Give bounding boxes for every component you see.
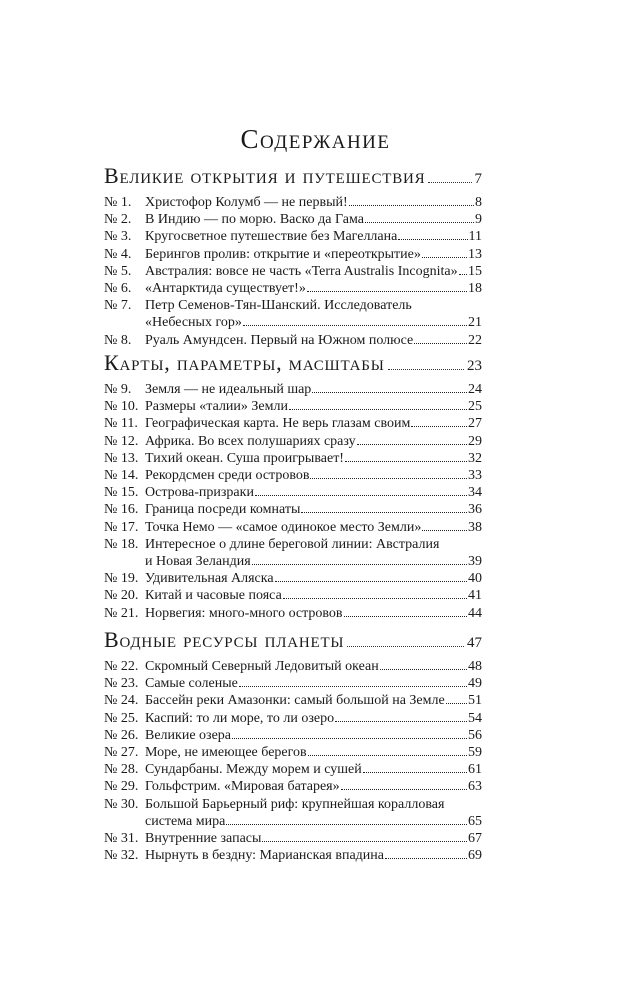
entry-page-number: 21 [468, 315, 482, 331]
entry-line [145, 744, 482, 761]
toc-entry[interactable] [104, 830, 482, 847]
toc-entry[interactable] [104, 194, 482, 211]
entry-line [145, 675, 482, 692]
entry-number: № 26. [104, 727, 139, 743]
entry-body [145, 332, 482, 349]
entry-number: № 7. [104, 298, 132, 314]
entry-number: № 12. [104, 433, 139, 449]
toc-entry[interactable] [104, 211, 482, 228]
entry-title: Внутренние запасы [145, 831, 262, 847]
entry-line [145, 314, 482, 331]
dot-leader [308, 755, 467, 756]
entry-title: Размеры «талии» Земли [145, 399, 288, 415]
entry-line [145, 246, 482, 263]
dot-leader [446, 703, 467, 704]
dot-leader [459, 274, 467, 275]
entry-title: Бассейн реки Амазонки: самый большой на Земле [145, 693, 445, 709]
entry-page-number: 15 [468, 263, 482, 279]
toc-section-maps [104, 348, 482, 622]
entry-number: № 31. [104, 831, 139, 847]
entry-line [145, 847, 482, 864]
entry-line [145, 587, 482, 604]
toc-entry[interactable] [104, 415, 482, 432]
entry-page-number: 18 [468, 281, 482, 297]
entry-line [145, 467, 482, 484]
entry-number: № 2. [104, 212, 132, 228]
entry-page-number: 8 [475, 195, 482, 210]
entry-line [145, 796, 482, 813]
dot-leader [232, 738, 467, 739]
entry-title: Гольфстрим. «Мировая батарея» [145, 779, 340, 795]
entry-body [145, 605, 482, 622]
entry-title: Удивительная Аляска [145, 571, 274, 587]
toc-entry[interactable] [104, 332, 482, 349]
entry-page-number: 54 [468, 710, 482, 726]
dot-leader [226, 824, 467, 825]
entry-number: № 27. [104, 745, 139, 761]
entry-number: № 23. [104, 676, 139, 692]
entry-title: «Небесных гор» [145, 315, 242, 331]
entry-body [145, 484, 482, 501]
entry-page-number: 44 [468, 605, 482, 621]
entry-line [145, 263, 482, 280]
entry-body [145, 778, 482, 795]
toc-entry[interactable] [104, 796, 482, 830]
section-page-number: 7 [474, 171, 482, 187]
toc-entry[interactable] [104, 847, 482, 864]
entry-body [145, 228, 482, 245]
dot-leader [347, 646, 464, 647]
entry-title: Земля — не идеальный шар [145, 382, 312, 397]
entry-line [145, 570, 482, 587]
entry-page-number: 11 [468, 229, 482, 245]
toc-entry[interactable] [104, 570, 482, 587]
toc-entry[interactable] [104, 675, 482, 692]
dot-leader [380, 669, 467, 670]
entry-line [145, 658, 482, 675]
entry-title: Большой Барьерный риф: крупнейшая коралловая [145, 796, 445, 812]
entry-number: № 11. [104, 416, 138, 432]
entry-body [145, 570, 482, 587]
entry-page-number: 29 [468, 433, 482, 449]
toc-entry[interactable] [104, 727, 482, 744]
dot-leader [428, 182, 471, 183]
entry-body [145, 587, 482, 604]
entry-body [145, 398, 482, 415]
toc-entry[interactable] [104, 484, 482, 501]
entry-title: Сундарбаны. Между морем и сушей [145, 762, 362, 778]
section-page-number: 23 [467, 358, 482, 374]
dot-leader [307, 291, 467, 292]
toc-entry[interactable] [104, 744, 482, 761]
entry-line [145, 519, 482, 536]
entry-body [145, 297, 482, 331]
dot-leader [422, 257, 467, 258]
entry-number: № 30. [104, 796, 139, 812]
entry-list [104, 658, 482, 864]
toc-entry[interactable] [104, 536, 482, 570]
entry-number: № 17. [104, 519, 139, 535]
entry-title: Каспий: то ли море, то ли озеро [145, 710, 335, 726]
entry-title: Берингов пролив: открытие и «переоткрытие» [145, 246, 421, 262]
dot-leader [349, 205, 474, 206]
entry-title: Австралия: вовсе не часть «Terra Australis Incognita» [145, 263, 458, 279]
entry-line [145, 211, 482, 228]
entry-page-number: 63 [468, 779, 482, 795]
dot-leader [262, 841, 467, 842]
entry-line [145, 450, 482, 467]
entry-line [145, 433, 482, 450]
entry-line [145, 710, 482, 727]
toc-entry[interactable] [104, 710, 482, 727]
entry-body [145, 194, 482, 211]
toc-entry[interactable] [104, 263, 482, 280]
dot-leader [345, 461, 467, 462]
dot-leader [301, 512, 467, 513]
section-header[interactable] [104, 625, 482, 655]
entry-number: № 10. [104, 399, 139, 415]
entry-page-number: 69 [468, 848, 482, 864]
entry-line [145, 280, 482, 297]
entry-page-number: 61 [468, 762, 482, 778]
toc-entry[interactable] [104, 433, 482, 450]
entry-line [145, 398, 482, 415]
entry-list [104, 381, 482, 622]
entry-line [145, 194, 482, 211]
entry-line [145, 605, 482, 622]
entry-body [145, 519, 482, 536]
entry-body [145, 450, 482, 467]
entry-body [145, 211, 482, 228]
toc-entry[interactable] [104, 450, 482, 467]
entry-line [145, 381, 482, 398]
entry-number: № 4. [104, 246, 132, 262]
entry-line [145, 228, 482, 245]
dot-leader [255, 495, 467, 496]
dot-leader [243, 325, 467, 326]
entry-body [145, 501, 482, 518]
entry-number: № 1. [104, 195, 132, 210]
entry-body [145, 381, 482, 398]
entry-page-number: 25 [468, 399, 482, 415]
section-page-number: 47 [467, 635, 482, 651]
section-header[interactable] [104, 161, 482, 191]
toc-entry[interactable] [104, 605, 482, 622]
entry-number: № 13. [104, 450, 139, 466]
toc-entry[interactable] [104, 467, 482, 484]
entry-body [145, 658, 482, 675]
entry-body [145, 710, 482, 727]
entry-line [145, 761, 482, 778]
entry-page-number: 40 [468, 571, 482, 587]
entry-line [145, 830, 482, 847]
entry-title: В Индию — по морю. Васко да Гама [145, 212, 364, 228]
toc-section-water [104, 625, 482, 864]
entry-number: № 18. [104, 536, 139, 552]
toc-entry[interactable] [104, 297, 482, 331]
entry-line [145, 415, 482, 432]
entry-number: № 5. [104, 263, 132, 279]
entry-number: № 20. [104, 588, 139, 604]
entry-page-number: 49 [468, 676, 482, 692]
entry-title: Кругосветное путешествие без Магеллана [145, 229, 398, 245]
entry-title: Острова-призраки [145, 485, 254, 501]
entry-page-number: 36 [468, 502, 482, 518]
toc-entry[interactable] [104, 398, 482, 415]
entry-number: № 8. [104, 332, 132, 348]
entry-line [145, 727, 482, 744]
entry-title: Тихий океан. Суша проигрывает! [145, 450, 344, 466]
entry-page-number: 34 [468, 485, 482, 501]
entry-number: № 25. [104, 710, 139, 726]
toc-entry[interactable] [104, 587, 482, 604]
dot-leader [388, 369, 464, 370]
toc-entry[interactable] [104, 692, 482, 709]
entry-title: Норвегия: много-много островов [145, 605, 343, 621]
entry-line [145, 484, 482, 501]
entry-title: Граница посреди комнаты [145, 502, 301, 518]
entry-number: № 28. [104, 762, 139, 778]
dot-leader [341, 789, 467, 790]
entry-body [145, 433, 482, 450]
entry-body [145, 675, 482, 692]
entry-title: Самые соленые [145, 676, 238, 692]
toc-section-discoveries [104, 161, 482, 349]
toc-entry[interactable] [104, 501, 482, 518]
section-title: Великие открытия и путешествия [104, 163, 426, 188]
dot-leader [239, 686, 467, 687]
section-header[interactable] [104, 348, 482, 378]
dot-leader [365, 222, 474, 223]
entry-number: № 29. [104, 779, 139, 795]
entry-line [145, 332, 482, 349]
entry-title: Рекордсмен среди островов [145, 468, 310, 484]
entry-page-number: 32 [468, 450, 482, 466]
dot-leader [344, 616, 467, 617]
entry-page-number: 24 [468, 382, 482, 397]
entry-title: Христофор Колумб — не первый! [145, 195, 348, 210]
toc-entry[interactable] [104, 228, 482, 245]
entry-title: Интересное о длине береговой линии: Австралия [145, 536, 440, 552]
entry-body [145, 467, 482, 484]
section-title: Водные ресурсы планеты [104, 627, 345, 652]
entry-page-number: 39 [468, 554, 482, 570]
entry-number: № 21. [104, 605, 139, 621]
entry-number: № 15. [104, 485, 139, 501]
toc-entry[interactable] [104, 246, 482, 263]
dot-leader [411, 426, 467, 427]
entry-page-number: 59 [468, 745, 482, 761]
dot-leader [398, 239, 467, 240]
entry-body [145, 692, 482, 709]
toc-entry[interactable] [104, 280, 482, 297]
entry-body [145, 246, 482, 263]
entry-body [145, 830, 482, 847]
entry-title: Скромный Северный Ледовитый океан [145, 659, 379, 674]
dot-leader [422, 530, 467, 531]
dot-leader [310, 478, 467, 479]
page-title: Содержание [240, 124, 391, 154]
entry-page-number: 41 [468, 588, 482, 604]
entry-line [145, 553, 482, 570]
entry-number: № 32. [104, 848, 139, 864]
toc-entry[interactable] [104, 778, 482, 795]
entry-title: Руаль Амундсен. Первый на Южном полюсе [145, 332, 414, 348]
entry-title: Великие озера [145, 727, 231, 743]
entry-page-number: 65 [468, 813, 482, 829]
entry-number: № 3. [104, 229, 132, 245]
entry-number: № 14. [104, 468, 139, 484]
entry-page-number: 9 [475, 212, 482, 228]
entry-title: и Новая Зеландия [145, 554, 251, 570]
entry-body [145, 847, 482, 864]
entry-title: Географическая карта. Не верь глазам своим [145, 416, 411, 432]
entry-page-number: 67 [468, 831, 482, 847]
entry-body [145, 796, 482, 830]
entry-page-number: 33 [468, 468, 482, 484]
entry-body [145, 263, 482, 280]
entry-title: Китай и часовые пояса [145, 588, 282, 604]
entry-line [145, 813, 482, 830]
toc-entry[interactable] [104, 381, 482, 398]
dot-leader [275, 581, 467, 582]
entry-title: «Антарктида существует!» [145, 281, 306, 297]
entry-number: № 22. [104, 659, 139, 674]
entry-line [145, 692, 482, 709]
entry-title: Море, не имеющее берегов [145, 745, 307, 761]
dot-leader [357, 444, 467, 445]
entry-line [145, 778, 482, 795]
entry-page-number: 13 [468, 246, 482, 262]
entry-body [145, 280, 482, 297]
entry-body [145, 415, 482, 432]
entry-page-number: 27 [468, 416, 482, 432]
dot-leader [335, 721, 467, 722]
dot-leader [385, 858, 467, 859]
entry-list [104, 194, 482, 349]
entry-title: Нырнуть в бездну: Марианская впадина [145, 848, 384, 864]
entry-number: № 19. [104, 571, 139, 587]
entry-line [145, 501, 482, 518]
toc-entry[interactable] [104, 519, 482, 536]
dot-leader [414, 343, 467, 344]
section-title: Карты, параметры, масштабы [104, 350, 385, 375]
entry-line [145, 297, 482, 314]
entry-page-number: 22 [468, 332, 482, 348]
entry-body [145, 761, 482, 778]
entry-body [145, 744, 482, 761]
dot-leader [283, 598, 467, 599]
entry-title: Африка. Во всех полушариях сразу [145, 433, 356, 449]
toc-entry[interactable] [104, 761, 482, 778]
entry-number: № 6. [104, 281, 132, 297]
toc-entry[interactable] [104, 658, 482, 675]
entry-body [145, 536, 482, 570]
entry-page-number: 48 [468, 659, 482, 674]
dot-leader [252, 564, 467, 565]
entry-page-number: 51 [468, 693, 482, 709]
dot-leader [289, 409, 467, 410]
dot-leader [312, 392, 467, 393]
entry-title: Петр Семенов-Тян-Шанский. Исследователь [145, 298, 412, 314]
entry-number: № 24. [104, 693, 139, 709]
entry-page-number: 38 [468, 519, 482, 535]
dot-leader [363, 772, 467, 773]
entry-number: № 16. [104, 502, 139, 518]
entry-number: № 9. [104, 382, 132, 397]
entry-body [145, 727, 482, 744]
entry-page-number: 56 [468, 727, 482, 743]
entry-title: Точка Немо — «самое одинокое место Земли» [145, 519, 422, 535]
entry-title: система мира [145, 813, 226, 829]
entry-line [145, 536, 482, 553]
